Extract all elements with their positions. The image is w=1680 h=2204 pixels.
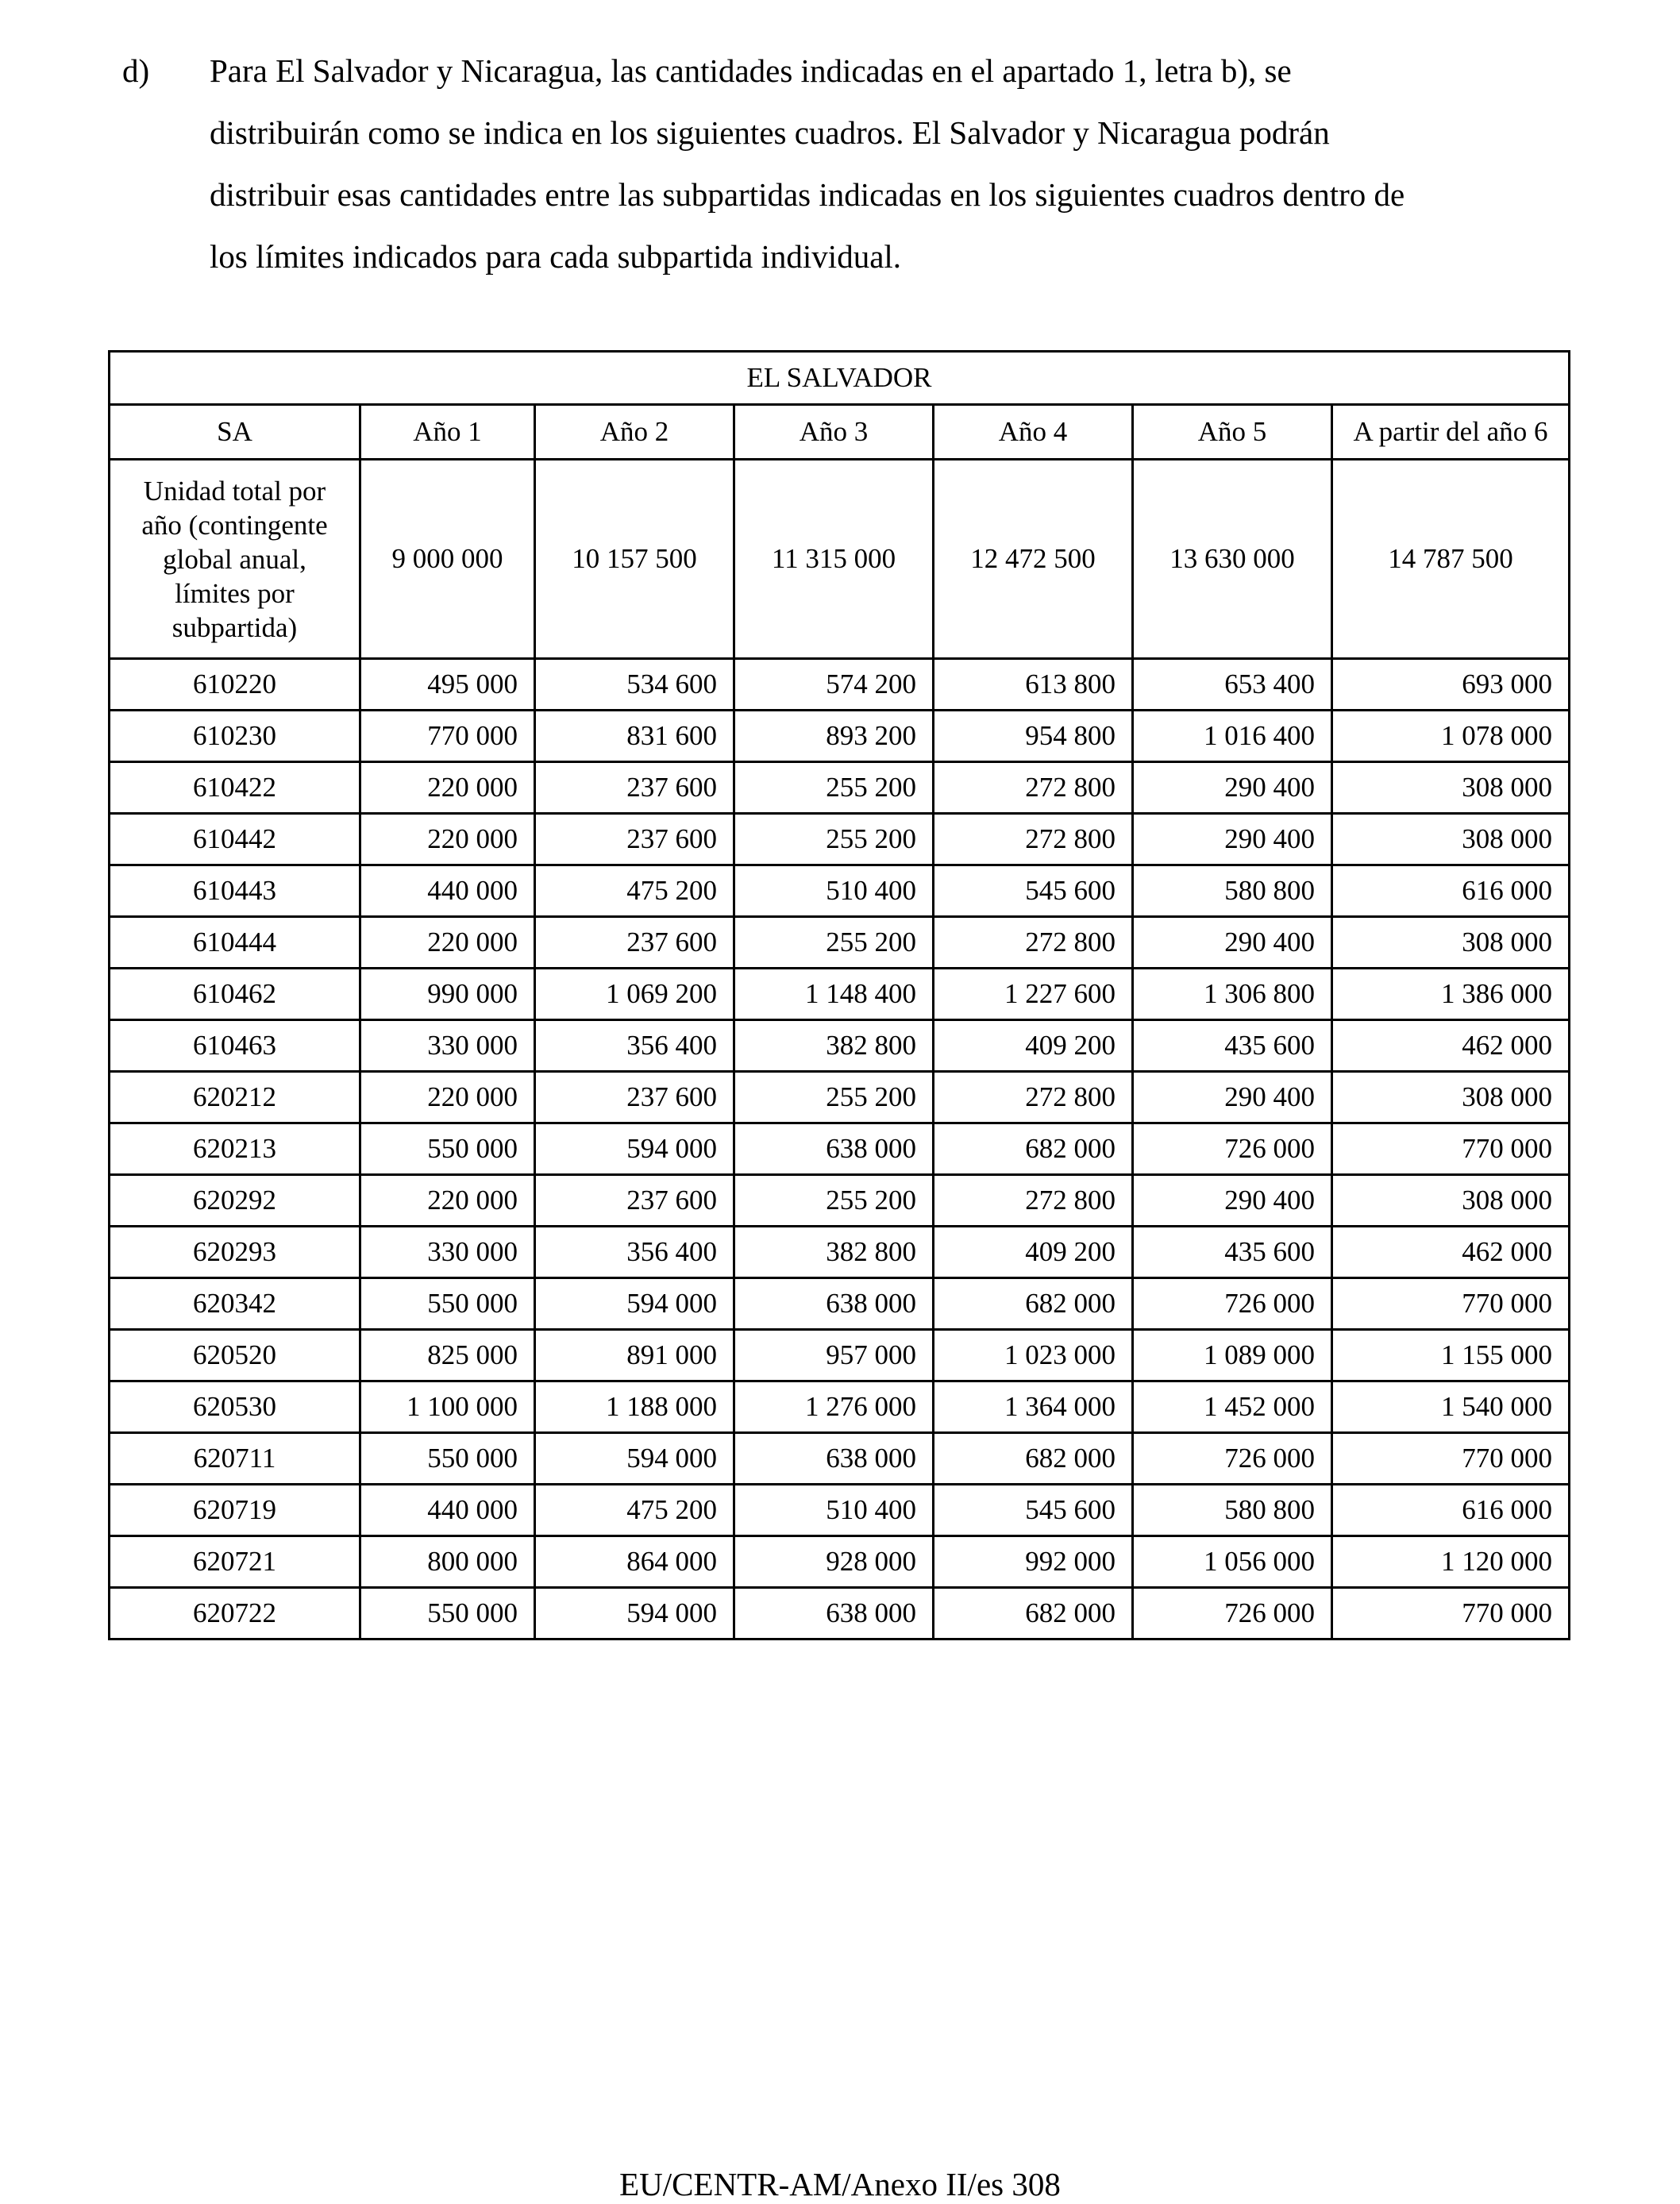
table-row bbox=[110, 969, 1570, 1020]
quota-value-cell: 864 000 bbox=[535, 1536, 734, 1588]
column-header: Año 4 bbox=[934, 405, 1133, 460]
quota-value-cell: 545 600 bbox=[934, 865, 1133, 917]
paragraph-line: los límites indicados para cada subpartida individual. bbox=[210, 238, 902, 275]
paragraph-line: distribuirán como se indica en los siguientes cuadros. El Salvador y Nicaragua podrán bbox=[210, 114, 1330, 151]
quota-value-cell: 435 600 bbox=[1133, 1227, 1332, 1278]
quota-value-cell: 409 200 bbox=[934, 1020, 1133, 1072]
column-header: Año 3 bbox=[734, 405, 934, 460]
totals-value-cell: 12 472 500 bbox=[934, 460, 1133, 659]
quota-value-cell: 1 089 000 bbox=[1133, 1330, 1332, 1381]
sa-code-cell: 620530 bbox=[110, 1381, 360, 1433]
table-row bbox=[110, 1588, 1570, 1640]
quota-value-cell: 290 400 bbox=[1133, 1175, 1332, 1227]
quota-value-cell: 574 200 bbox=[734, 659, 934, 711]
table-row bbox=[110, 762, 1570, 814]
quota-value-cell: 1 120 000 bbox=[1332, 1536, 1570, 1588]
quota-value-cell: 891 000 bbox=[535, 1330, 734, 1381]
quota-value-cell: 1 016 400 bbox=[1133, 711, 1332, 762]
quota-value-cell: 990 000 bbox=[360, 969, 535, 1020]
quota-value-cell: 800 000 bbox=[360, 1536, 535, 1588]
quota-value-cell: 290 400 bbox=[1133, 814, 1332, 865]
el-salvador-quota-table bbox=[108, 350, 1570, 1640]
quota-value-cell: 770 000 bbox=[1332, 1278, 1570, 1330]
paragraph-line: distribuir esas cantidades entre las subpartidas indicadas en los siguientes cuadros dentro de bbox=[210, 176, 1405, 213]
quota-value-cell: 462 000 bbox=[1332, 1020, 1570, 1072]
quota-value-cell: 1 155 000 bbox=[1332, 1330, 1570, 1381]
quota-value-cell: 613 800 bbox=[934, 659, 1133, 711]
quota-value-cell: 290 400 bbox=[1133, 1072, 1332, 1123]
totals-label-cell bbox=[110, 460, 360, 659]
quota-value-cell: 1 306 800 bbox=[1133, 969, 1332, 1020]
paragraph-marker: d) bbox=[122, 52, 150, 89]
quota-value-cell: 693 000 bbox=[1332, 659, 1570, 711]
table-row bbox=[110, 1433, 1570, 1485]
quota-value-cell: 440 000 bbox=[360, 865, 535, 917]
page-footer: EU/CENTR-AM/Anexo II/es 308 bbox=[619, 2166, 1061, 2202]
sa-code-cell: 610220 bbox=[110, 659, 360, 711]
quota-value-cell: 825 000 bbox=[360, 1330, 535, 1381]
quota-value-cell: 272 800 bbox=[934, 762, 1133, 814]
quota-value-cell: 290 400 bbox=[1133, 917, 1332, 969]
sa-code-cell: 620722 bbox=[110, 1588, 360, 1640]
quota-value-cell: 308 000 bbox=[1332, 762, 1570, 814]
quota-value-cell: 475 200 bbox=[535, 1485, 734, 1536]
table-row bbox=[110, 1072, 1570, 1123]
quota-value-cell: 255 200 bbox=[734, 1072, 934, 1123]
quota-value-cell: 594 000 bbox=[535, 1123, 734, 1175]
quota-value-cell: 1 056 000 bbox=[1133, 1536, 1332, 1588]
quota-value-cell: 770 000 bbox=[1332, 1123, 1570, 1175]
quota-value-cell: 616 000 bbox=[1332, 1485, 1570, 1536]
sa-code-cell: 620212 bbox=[110, 1072, 360, 1123]
table-row bbox=[110, 1485, 1570, 1536]
quota-value-cell: 726 000 bbox=[1133, 1123, 1332, 1175]
quota-value-cell: 272 800 bbox=[934, 1072, 1133, 1123]
quota-value-cell: 580 800 bbox=[1133, 865, 1332, 917]
totals-label-line: límites por bbox=[175, 577, 295, 609]
quota-value-cell: 1 148 400 bbox=[734, 969, 934, 1020]
column-header: Año 1 bbox=[360, 405, 535, 460]
quota-value-cell: 220 000 bbox=[360, 1072, 535, 1123]
quota-value-cell: 220 000 bbox=[360, 762, 535, 814]
table-row bbox=[110, 1536, 1570, 1588]
quota-value-cell: 290 400 bbox=[1133, 762, 1332, 814]
quota-value-cell: 255 200 bbox=[734, 917, 934, 969]
quota-value-cell: 308 000 bbox=[1332, 1072, 1570, 1123]
totals-row bbox=[110, 460, 1570, 659]
quota-value-cell: 272 800 bbox=[934, 1175, 1133, 1227]
quota-value-cell: 237 600 bbox=[535, 762, 734, 814]
sa-code-cell: 610442 bbox=[110, 814, 360, 865]
quota-value-cell: 440 000 bbox=[360, 1485, 535, 1536]
quota-value-cell: 1 540 000 bbox=[1332, 1381, 1570, 1433]
quota-value-cell: 550 000 bbox=[360, 1433, 535, 1485]
quota-value-cell: 682 000 bbox=[934, 1433, 1133, 1485]
sa-code-cell: 610422 bbox=[110, 762, 360, 814]
quota-value-cell: 928 000 bbox=[734, 1536, 934, 1588]
column-header: Año 2 bbox=[535, 405, 734, 460]
totals-label-line: año (contingente bbox=[141, 509, 328, 541]
column-header: A partir del año 6 bbox=[1332, 405, 1570, 460]
quota-value-cell: 638 000 bbox=[734, 1588, 934, 1640]
table-row bbox=[110, 659, 1570, 711]
quota-value-cell: 272 800 bbox=[934, 814, 1133, 865]
quota-value-cell: 550 000 bbox=[360, 1588, 535, 1640]
quota-value-cell: 616 000 bbox=[1332, 865, 1570, 917]
quota-value-cell: 356 400 bbox=[535, 1227, 734, 1278]
table-row bbox=[110, 1227, 1570, 1278]
table-row bbox=[110, 1381, 1570, 1433]
quota-value-cell: 638 000 bbox=[734, 1123, 934, 1175]
quota-value-cell: 255 200 bbox=[734, 1175, 934, 1227]
quota-value-cell: 1 364 000 bbox=[934, 1381, 1133, 1433]
paragraph-text bbox=[210, 40, 1575, 287]
sa-code-cell: 620293 bbox=[110, 1227, 360, 1278]
sa-code-cell: 610444 bbox=[110, 917, 360, 969]
sa-code-cell: 610463 bbox=[110, 1020, 360, 1072]
table-row bbox=[110, 1123, 1570, 1175]
quota-value-cell: 594 000 bbox=[535, 1278, 734, 1330]
totals-value-cell: 11 315 000 bbox=[734, 460, 934, 659]
paragraph-line: Para El Salvador y Nicaragua, las cantidades indicadas en el apartado 1, letra b), se bbox=[210, 52, 1292, 89]
quota-value-cell: 770 000 bbox=[1332, 1433, 1570, 1485]
quota-value-cell: 682 000 bbox=[934, 1278, 1133, 1330]
quota-value-cell: 534 600 bbox=[535, 659, 734, 711]
quota-value-cell: 1 452 000 bbox=[1133, 1381, 1332, 1433]
quota-value-cell: 638 000 bbox=[734, 1278, 934, 1330]
table-row bbox=[110, 917, 1570, 969]
quota-value-cell: 770 000 bbox=[360, 711, 535, 762]
totals-label-line: Unidad total por bbox=[143, 475, 326, 507]
sa-code-cell: 620520 bbox=[110, 1330, 360, 1381]
quota-value-cell: 330 000 bbox=[360, 1227, 535, 1278]
quota-value-cell: 495 000 bbox=[360, 659, 535, 711]
table-row bbox=[110, 865, 1570, 917]
quota-value-cell: 255 200 bbox=[734, 814, 934, 865]
table-body bbox=[110, 460, 1570, 1640]
quota-value-cell: 237 600 bbox=[535, 814, 734, 865]
quota-value-cell: 1 100 000 bbox=[360, 1381, 535, 1433]
sa-code-cell: 620213 bbox=[110, 1123, 360, 1175]
column-header-row bbox=[110, 405, 1570, 460]
quota-value-cell: 726 000 bbox=[1133, 1278, 1332, 1330]
quota-value-cell: 682 000 bbox=[934, 1123, 1133, 1175]
totals-label-line: subpartida) bbox=[171, 611, 298, 643]
quota-value-cell: 510 400 bbox=[734, 865, 934, 917]
totals-value-cell: 14 787 500 bbox=[1332, 460, 1570, 659]
quota-value-cell: 220 000 bbox=[360, 814, 535, 865]
quota-value-cell: 992 000 bbox=[934, 1536, 1133, 1588]
totals-value-cell: 10 157 500 bbox=[535, 460, 734, 659]
quota-value-cell: 594 000 bbox=[535, 1588, 734, 1640]
quota-value-cell: 1 023 000 bbox=[934, 1330, 1133, 1381]
quota-value-cell: 726 000 bbox=[1133, 1588, 1332, 1640]
quota-value-cell: 382 800 bbox=[734, 1020, 934, 1072]
quota-value-cell: 272 800 bbox=[934, 917, 1133, 969]
table-row bbox=[110, 1020, 1570, 1072]
quota-value-cell: 1 227 600 bbox=[934, 969, 1133, 1020]
quota-value-cell: 893 200 bbox=[734, 711, 934, 762]
quota-value-cell: 1 069 200 bbox=[535, 969, 734, 1020]
quota-value-cell: 638 000 bbox=[734, 1433, 934, 1485]
quota-value-cell: 594 000 bbox=[535, 1433, 734, 1485]
quota-value-cell: 356 400 bbox=[535, 1020, 734, 1072]
quota-value-cell: 237 600 bbox=[535, 1175, 734, 1227]
sa-code-cell: 610230 bbox=[110, 711, 360, 762]
quota-value-cell: 237 600 bbox=[535, 917, 734, 969]
quota-value-cell: 237 600 bbox=[535, 1072, 734, 1123]
table-row bbox=[110, 1175, 1570, 1227]
sa-code-cell: 610462 bbox=[110, 969, 360, 1020]
table-title: EL SALVADOR bbox=[110, 352, 1570, 405]
quota-value-cell: 330 000 bbox=[360, 1020, 535, 1072]
totals-value-cell: 13 630 000 bbox=[1133, 460, 1332, 659]
quota-value-cell: 220 000 bbox=[360, 1175, 535, 1227]
table-row bbox=[110, 711, 1570, 762]
column-header: SA bbox=[110, 405, 360, 460]
quota-value-cell: 550 000 bbox=[360, 1278, 535, 1330]
quota-value-cell: 831 600 bbox=[535, 711, 734, 762]
quota-value-cell: 462 000 bbox=[1332, 1227, 1570, 1278]
totals-label-line: global anual, bbox=[163, 543, 306, 575]
quota-value-cell: 475 200 bbox=[535, 865, 734, 917]
quota-value-cell: 220 000 bbox=[360, 917, 535, 969]
quota-value-cell: 545 600 bbox=[934, 1485, 1133, 1536]
quota-value-cell: 653 400 bbox=[1133, 659, 1332, 711]
quota-value-cell: 957 000 bbox=[734, 1330, 934, 1381]
quota-value-cell: 308 000 bbox=[1332, 814, 1570, 865]
sa-code-cell: 620342 bbox=[110, 1278, 360, 1330]
quota-value-cell: 308 000 bbox=[1332, 1175, 1570, 1227]
quota-value-cell: 954 800 bbox=[934, 711, 1133, 762]
sa-code-cell: 620711 bbox=[110, 1433, 360, 1485]
quota-value-cell: 510 400 bbox=[734, 1485, 934, 1536]
table-row bbox=[110, 1330, 1570, 1381]
totals-value-cell: 9 000 000 bbox=[360, 460, 535, 659]
quota-value-cell: 1 078 000 bbox=[1332, 711, 1570, 762]
table-row bbox=[110, 1278, 1570, 1330]
quota-value-cell: 308 000 bbox=[1332, 917, 1570, 969]
quota-value-cell: 770 000 bbox=[1332, 1588, 1570, 1640]
table-row bbox=[110, 814, 1570, 865]
sa-code-cell: 610443 bbox=[110, 865, 360, 917]
quota-value-cell: 382 800 bbox=[734, 1227, 934, 1278]
quota-value-cell: 409 200 bbox=[934, 1227, 1133, 1278]
quota-value-cell: 1 188 000 bbox=[535, 1381, 734, 1433]
quota-value-cell: 435 600 bbox=[1133, 1020, 1332, 1072]
sa-code-cell: 620719 bbox=[110, 1485, 360, 1536]
quota-value-cell: 550 000 bbox=[360, 1123, 535, 1175]
quota-value-cell: 1 386 000 bbox=[1332, 969, 1570, 1020]
column-header: Año 5 bbox=[1133, 405, 1332, 460]
quota-value-cell: 682 000 bbox=[934, 1588, 1133, 1640]
quota-value-cell: 580 800 bbox=[1133, 1485, 1332, 1536]
quota-value-cell: 1 276 000 bbox=[734, 1381, 934, 1433]
sa-code-cell: 620721 bbox=[110, 1536, 360, 1588]
quota-value-cell: 726 000 bbox=[1133, 1433, 1332, 1485]
sa-code-cell: 620292 bbox=[110, 1175, 360, 1227]
quota-value-cell: 255 200 bbox=[734, 762, 934, 814]
